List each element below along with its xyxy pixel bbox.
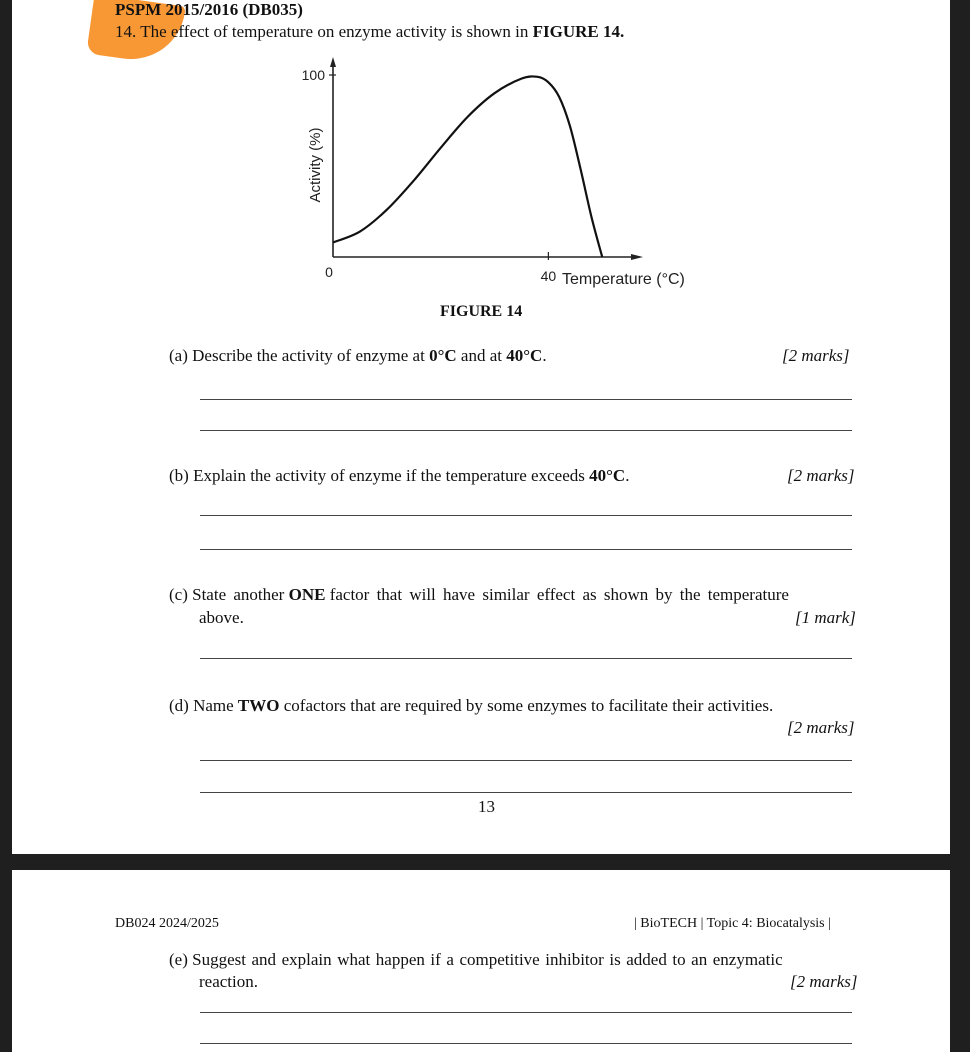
part-e-marks [790,972,858,992]
part-b-label: (b) [169,466,189,485]
part-c-text-1: State another [192,585,285,604]
part-a-temp-0: 0°C [429,346,457,365]
answer-line[interactable] [200,399,852,400]
part-c-line-2: above. [199,608,244,627]
part-a-marks [782,346,850,366]
answer-line[interactable] [200,792,852,793]
answer-line[interactable] [200,760,852,761]
part-b-temp-40: 40°C [589,466,626,485]
exam-page-1 [12,0,950,854]
part-c-marks-text: [1 mark] [795,608,856,627]
enzyme-activity-chart [272,50,712,300]
y-axis-label: Activity (%) [307,127,324,203]
part-a-marks-text: [2 marks] [782,346,850,365]
part-d-text-1: Name [193,696,234,715]
part-c-label: (c) [169,585,188,604]
answer-line[interactable] [200,1043,852,1044]
answer-line[interactable] [200,1012,852,1013]
answer-line[interactable] [200,658,852,659]
part-d-label: (d) [169,696,189,715]
answer-line[interactable] [200,549,852,550]
answer-line[interactable] [200,430,852,431]
part-a-text-2: and at [460,346,502,365]
x-tick-label: 40 [540,268,557,284]
topic-header: | BioTECH | Topic 4: Biocatalysis | [634,916,831,931]
y-tick-label: 100 [301,67,325,83]
part-c-text-2: factor that will have similar effect as shown by the temperature [329,585,789,604]
page-number: 13 [478,797,495,816]
part-b-marks [787,466,855,486]
part-e-line-2: reaction. [199,972,258,991]
part-a-label: (a) [169,346,188,365]
part-d-two: TWO [237,696,280,715]
answer-line[interactable] [200,515,852,516]
part-e-marks-text: [2 marks] [790,972,858,991]
part-c-one: ONE [288,585,326,604]
part-a-text-1: Describe the activity of enzyme at [192,346,425,365]
part-d-marks [787,718,855,738]
figure-caption: FIGURE 14 [440,303,523,320]
part-e-label: (e) [169,950,188,969]
y-axis-arrow [330,57,336,67]
part-b-marks-text: [2 marks] [787,466,855,485]
question-14-stem [115,22,624,42]
question-number: 14. [115,22,137,41]
part-a-period: . [542,346,547,365]
activity-curve [333,76,602,257]
question-text: The effect of temperature on enzyme activity is shown in [140,22,529,41]
part-c-marks [795,608,856,628]
part-d-question [169,696,773,716]
part-a-temp-40: 40°C [506,346,543,365]
x-axis-arrow [631,254,643,260]
part-b-text-1: Explain the activity of enzyme if the temperature exceeds [193,466,585,485]
part-c-question [169,585,789,605]
part-b-period: . [625,466,630,485]
part-d-text-2: cofactors that are required by some enzymes to facilitate their activities. [283,696,774,715]
part-e-question [169,950,783,970]
x-tick-label: 0 [325,264,333,280]
part-a-question [169,346,547,366]
part-d-marks-text: [2 marks] [787,718,855,737]
part-e-text-1: Suggest and explain what happen if a competitive inhibitor is added to an enzymatic [192,950,783,969]
x-axis-label: Temperature (°C) [562,271,685,288]
course-code-header: DB024 2024/2025 [115,916,219,931]
part-b-question [169,466,629,486]
exam-page-2 [12,870,950,1052]
exam-header: PSPM 2015/2016 (DB035) [115,0,303,19]
figure-reference: FIGURE 14. [532,22,625,41]
